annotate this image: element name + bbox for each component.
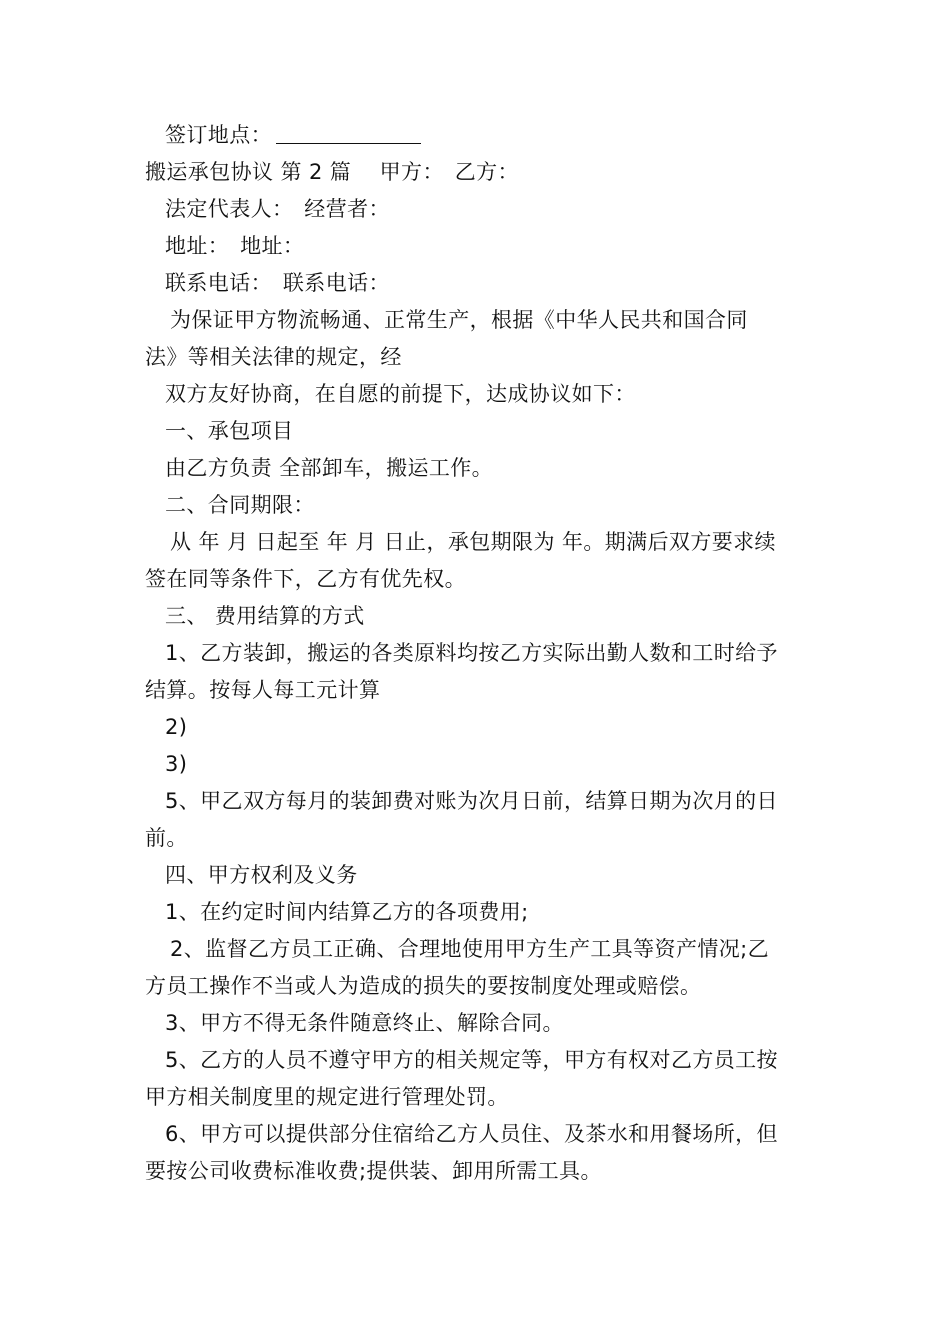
section-3-item-5b: 前。	[145, 826, 188, 850]
sign-place-blank	[276, 123, 421, 144]
section-4-item-6a: 6、甲方可以提供部分住宿给乙方人员住、及茶水和用餐场所，但	[165, 1122, 778, 1146]
section-2-line-b: 签在同等条件下，乙方有优先权。	[145, 567, 466, 591]
sign-place-label: 签订地点：	[165, 123, 272, 147]
section-4-item-5b: 甲方相关制度里的规定进行管理处罚。	[145, 1085, 509, 1109]
section-4-item-2b: 方员工操作不当或人为造成的损失的要按制度处理或赔偿。	[145, 974, 702, 998]
section-1-body: 由乙方负责 全部卸车，搬运工作。	[165, 456, 494, 480]
phone-line: 联系电话： 联系电话：	[165, 271, 390, 295]
sign-place-line	[145, 117, 810, 154]
paragraph-2: 双方友好协商，在自愿的前提下，达成协议如下：	[165, 382, 636, 406]
representative-line: 法定代表人： 经营者：	[165, 197, 390, 221]
section-2-title: 二、合同期限：	[165, 493, 315, 517]
paragraph-1b: 法》等相关法律的规定，经	[145, 345, 402, 369]
section-2-line-a: 从 年 月 日起至 年 月 日止，承包期限为 年。期满后双方要求续	[170, 530, 776, 554]
section-1-title: 一、承包项目	[165, 419, 294, 443]
section-3-item-1b: 结算。按每人每工元计算	[145, 678, 381, 702]
section-3-item-1a: 1、乙方装卸，搬运的各类原料均按乙方实际出勤人数和工时给予	[165, 641, 778, 665]
section-4-item-5a: 5、乙方的人员不遵守甲方的相关规定等，甲方有权对乙方员工按	[165, 1048, 778, 1072]
section-4-item-3: 3、甲方不得无条件随意终止、解除合同。	[165, 1011, 564, 1035]
section-4-item-1: 1、在约定时间内结算乙方的各项费用;	[165, 900, 529, 924]
section-4-title: 四、甲方权利及义务	[165, 863, 358, 887]
section-3-title: 三、 费用结算的方式	[165, 604, 365, 628]
section-3-item-5a: 5、甲乙双方每月的装卸费对账为次月日前，结算日期为次月的日	[165, 789, 778, 813]
section-3-item-2: 2)	[165, 715, 188, 739]
section-4-item-2a: 2、监督乙方员工正确、合理地使用甲方生产工具等资产情况;乙	[170, 937, 770, 961]
section-3-item-3: 3)	[165, 752, 188, 776]
document-body	[145, 117, 810, 1190]
paragraph-1a: 为保证甲方物流畅通、正常生产，根据《中华人民共和国合同	[170, 308, 748, 332]
address-line: 地址： 地址：	[165, 234, 305, 258]
title-line: 搬运承包协议 第 2 篇 甲方： 乙方：	[145, 160, 519, 184]
section-4-item-6b: 要按公司收费标准收费;提供装、卸用所需工具。	[145, 1159, 602, 1183]
